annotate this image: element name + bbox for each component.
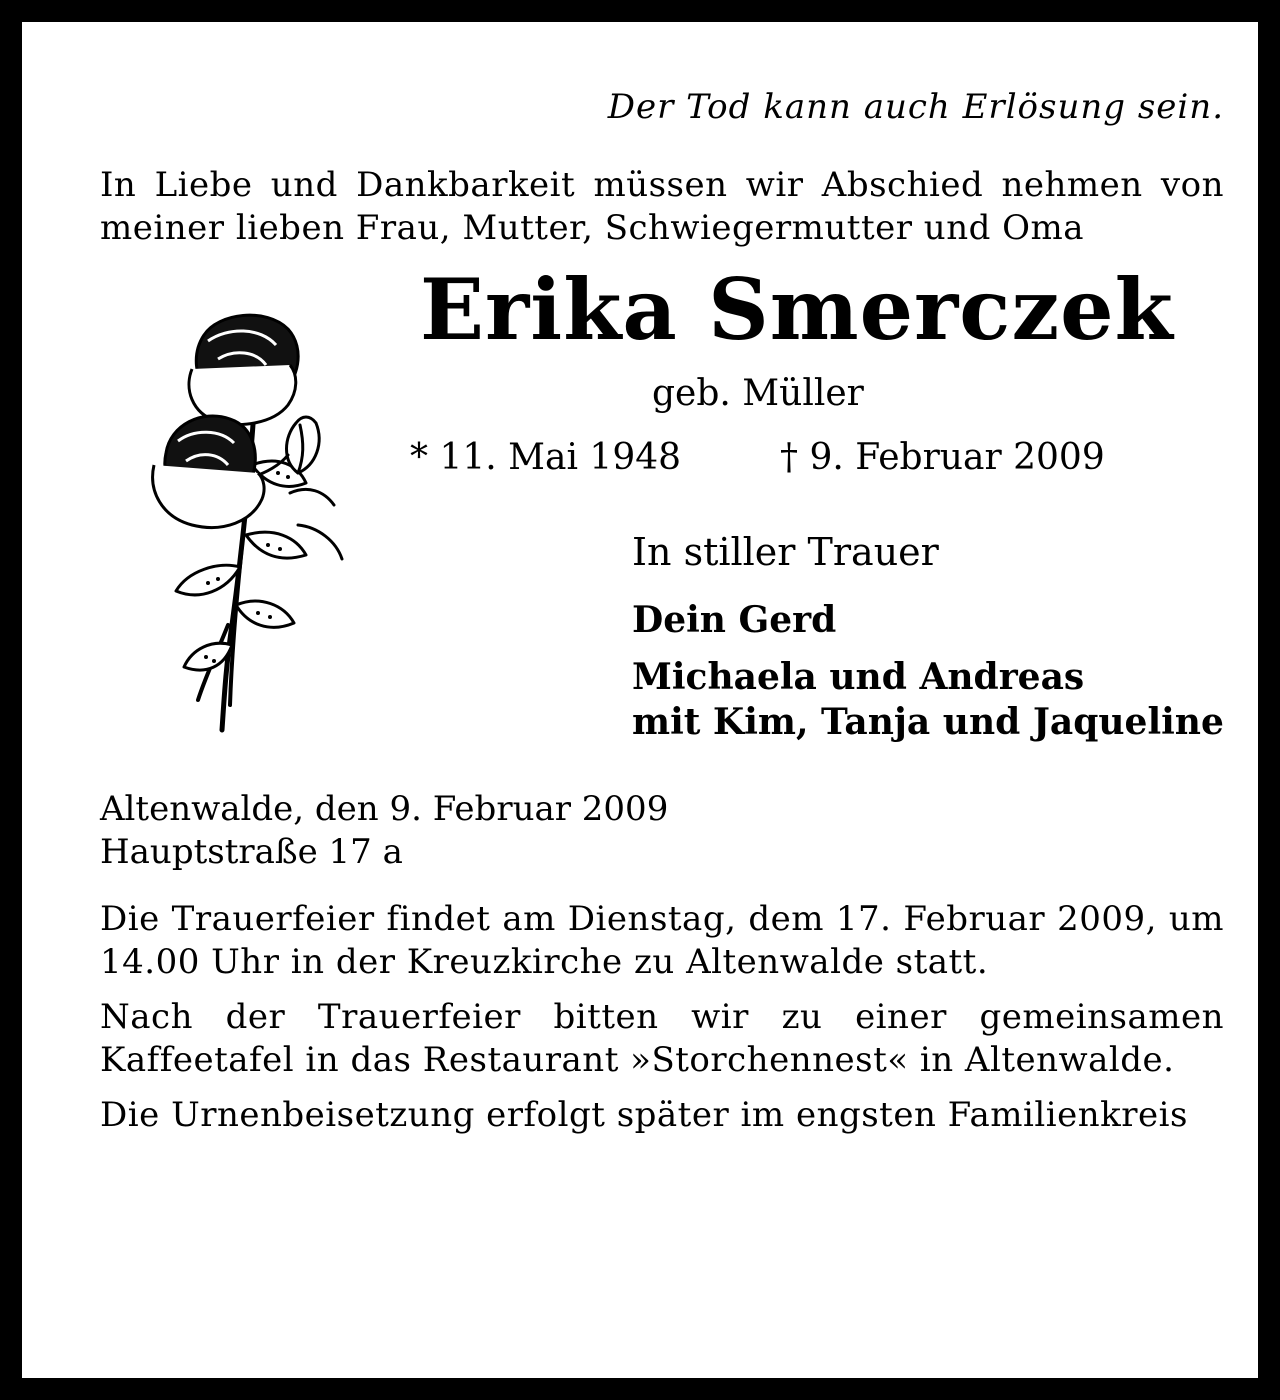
burial-text: Die Urnenbeisetzung erfolgt später im engsten Familienkreis [100,1095,1188,1135]
obituary-content [100,84,1224,1137]
mourning-heading: In stiller Trauer [632,530,939,574]
mourner-line: Michaela und Andreas [632,656,1085,698]
mourners-list [632,598,1224,745]
address: Hauptstraße 17 a [100,832,403,872]
rose-icon [148,305,348,735]
obituary-main-block [100,250,1224,780]
deceased-name: Erika Smerczek [420,260,1174,359]
mourner-line: mit Kim, Tanja und Jaqueline [632,701,1224,743]
intro-text: In Liebe und Dankbarkeit müssen wir Abschied nehmen von meiner lieben Frau, Mutter, Schwiegermutter und Oma [100,165,1224,248]
funeral-service-text: Die Trauerfeier findet am Dienstag, dem 17. Februar 2009, um 14.00 Uhr in der Kreuzkirche zu Altenwalde statt. [100,899,1224,982]
death-date: † 9. Februar 2009 [780,437,1105,478]
mourner-line: Dein Gerd [632,599,837,641]
motto: Der Tod kann auch Erlösung sein. [607,87,1224,127]
birth-date: * 11. Mai 1948 [410,437,682,478]
reception-text: Nach der Trauerfeier bitten wir zu einer gemeinsamen Kaffeetafel in das Restaurant »Storchennest« in Altenwalde. [100,997,1224,1080]
maiden-name: geb. Müller [652,373,864,414]
place-date: Altenwalde, den 9. Februar 2009 [100,789,669,829]
